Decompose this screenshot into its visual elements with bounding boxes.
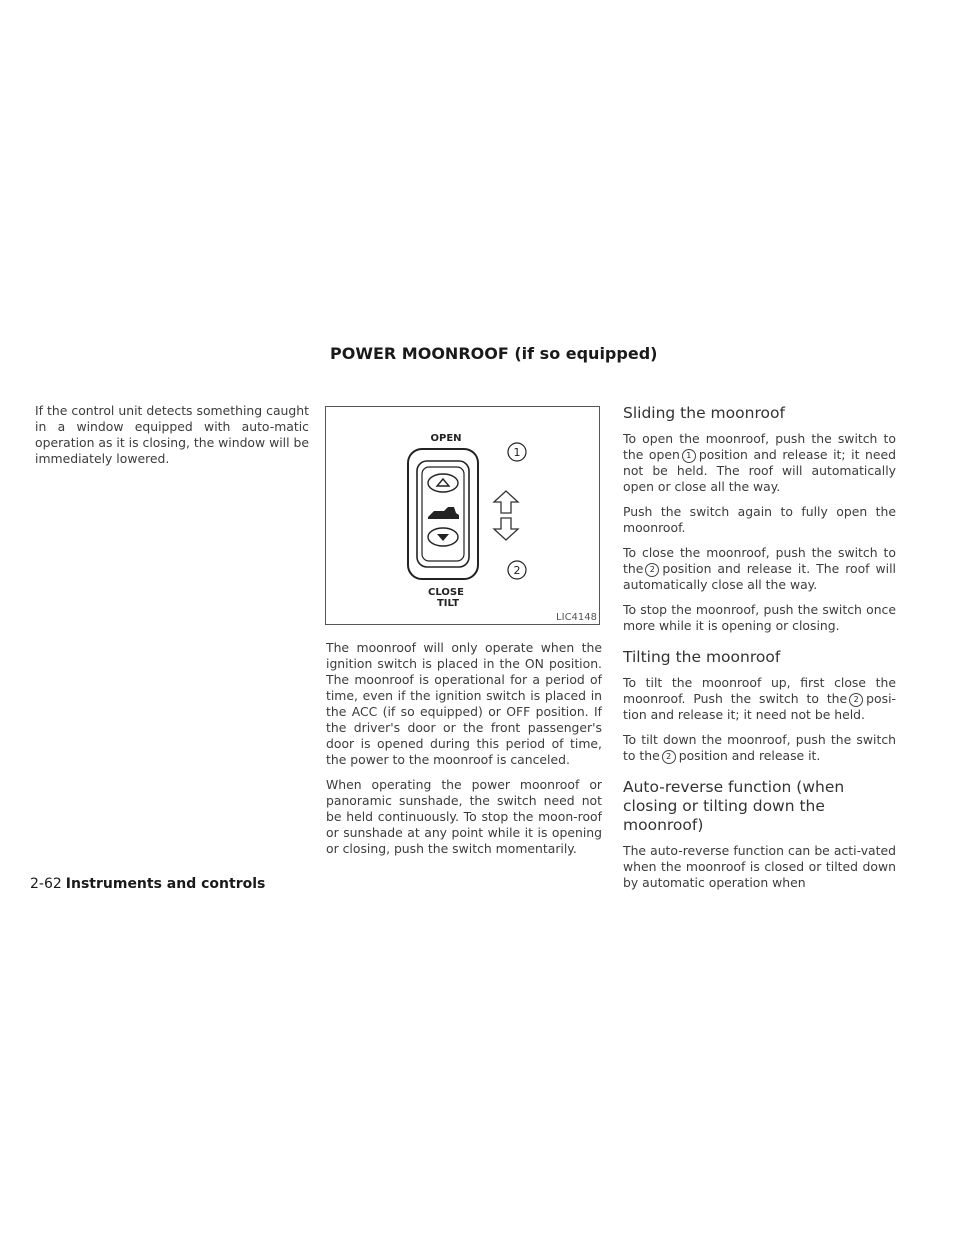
step-1-icon: 1 (682, 449, 696, 463)
section-title: POWER MOONROOF (if so equipped) (330, 344, 658, 363)
column-middle (326, 640, 602, 866)
body-paragraph: The auto-reverse function can be acti-vated when the moonroof is closed or tilted down by automatic operation when (623, 843, 896, 890)
moonroof-switch-figure (325, 406, 600, 625)
body-paragraph: To open the moonroof, push the switch to the open 1 position and release it; it need not be held. The roof will automatically open or close all the way. (623, 431, 896, 494)
figure-id: LIC4148 (556, 612, 597, 623)
body-paragraph: To tilt the moonroof up, first close the moonroof. Push the switch to the 2 posi-tion and release it; it need not be held. (623, 675, 896, 722)
body-paragraph: To stop the moonroof, push the switch once more while it is opening or closing. (623, 602, 896, 633)
marker-2-label: 2 (513, 564, 521, 577)
step-2-icon: 2 (849, 693, 863, 707)
step-2-icon: 2 (645, 563, 659, 577)
column-left (35, 403, 309, 476)
tilt-label: TILT (436, 598, 460, 609)
car-icon (428, 507, 459, 519)
close-label: CLOSE (428, 587, 464, 598)
page-number: 2-62 (30, 876, 62, 892)
body-paragraph: If the control unit detects something caught in a window equipped with auto-matic operation as it is closing, the window will be immediately lowered. (35, 403, 309, 466)
heading-auto-reverse: Auto-reverse function (when closing or tilting down the moonroof) (623, 778, 845, 834)
body-paragraph: To tilt down the moonroof, push the switch to the 2 position and release it. (623, 732, 896, 763)
column-right (623, 404, 896, 900)
body-paragraph: When operating the power moonroof or panoramic sunshade, the switch need not be held continuously. To stop the moon-roof or sunshade at any point while it is opening or closing, push the switch momentarily. (326, 777, 602, 856)
body-paragraph: The moonroof will only operate when the ignition switch is placed in the ON position. The moonroof is operational for a period of time, even if the ignition switch is placed in the ACC (if so equipped) or OFF position. If the driver's door or the front passenger's door is opened during this period of time, the power to the moonroof is canceled. (326, 640, 602, 767)
heading-tilting: Tilting the moonroof (623, 648, 781, 666)
open-direction-arrow-icon (494, 491, 518, 513)
heading-sliding: Sliding the moonroof (623, 404, 785, 422)
body-paragraph: Push the switch again to fully open the moonroof. (623, 504, 896, 535)
step-2-icon: 2 (662, 750, 676, 764)
chapter-title: Instruments and controls (65, 876, 266, 892)
body-paragraph: To close the moonroof, push the switch to the 2 position and release it. The roof will automatically close all the way. (623, 545, 896, 592)
page-footer (30, 876, 265, 892)
open-label: OPEN (430, 433, 462, 444)
marker-1-label: 1 (513, 446, 521, 459)
switch-illustration (326, 407, 599, 624)
close-direction-arrow-icon (494, 518, 518, 540)
